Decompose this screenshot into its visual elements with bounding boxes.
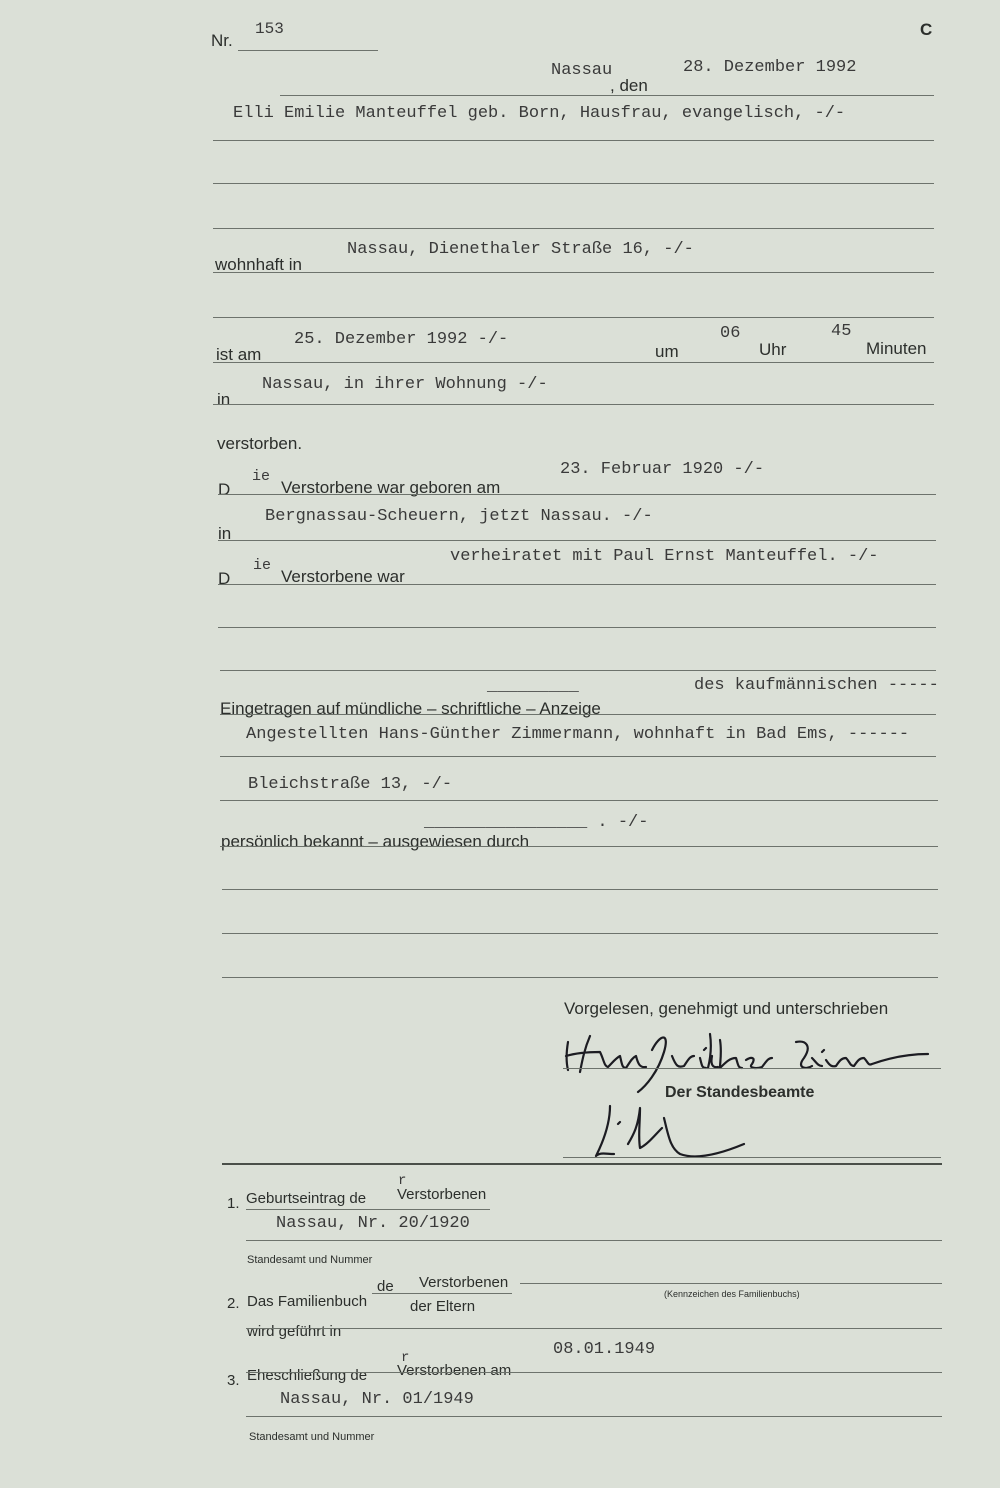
- bekannt-label: persönlich bekannt – ausgewiesen durch: [221, 832, 530, 851]
- line-date: [280, 95, 934, 96]
- annotation-2-de: de: [377, 1278, 394, 1295]
- marital-status: verheiratet mit Paul Ernst Manteuffel. -/-: [450, 547, 879, 566]
- annotation-2-eltern: der Eltern: [410, 1298, 476, 1315]
- deceased-name: Elli Emilie Manteuffel geb. Born, Hausfrau, evangelisch, -/-: [233, 104, 846, 123]
- um-label: um: [655, 342, 679, 361]
- place: Nassau: [551, 61, 613, 80]
- death-place: Nassau, in ihrer Wohnung -/-: [262, 375, 548, 394]
- birth-place: Bergnassau-Scheuern, jetzt Nassau. -/-: [265, 507, 653, 526]
- in-label-2: in: [218, 524, 232, 543]
- line-marital-2: [218, 627, 936, 628]
- ist-am-label: ist am: [216, 345, 262, 364]
- line-birth-place: [218, 540, 936, 541]
- strike-muendlich: _________: [487, 677, 579, 696]
- line-extra-2: [222, 933, 938, 934]
- registrar-signature-icon: [592, 1100, 752, 1164]
- divider-annotations: [222, 1163, 942, 1165]
- annotation-1-number: 1.: [227, 1195, 240, 1212]
- den-label: , den: [610, 76, 648, 95]
- line-annotation-2-value: [520, 1283, 942, 1284]
- nr-label: Nr.: [211, 31, 233, 50]
- annotation-3-value: Nassau, Nr. 01/1949: [280, 1390, 474, 1409]
- minuten-label: Minuten: [866, 339, 927, 358]
- in-label-1: in: [217, 390, 231, 409]
- d-label-1: D: [218, 480, 231, 499]
- annotation-1-r: r: [398, 1173, 407, 1189]
- annotation-1-caption: Standesamt und Nummer: [247, 1254, 373, 1266]
- annotation-3-verstorbenen-am: Verstorbenen am: [397, 1362, 512, 1379]
- line-death-place: [213, 404, 934, 405]
- birth-date: 23. Februar 1920 -/-: [560, 460, 765, 479]
- line-marital-3: [220, 670, 936, 671]
- standesbeamte-label: Der Standesbeamte: [665, 1084, 815, 1101]
- line-marital-1: [218, 584, 936, 585]
- annotation-1-label: Geburtseintrag de: [246, 1190, 367, 1207]
- address: Nassau, Dienethaler Straße 16, -/-: [347, 240, 694, 259]
- annotation-2-number: 2.: [227, 1295, 240, 1312]
- line-annotation-2-choice: [372, 1293, 512, 1294]
- form-letter: C: [920, 20, 933, 39]
- line-address-1: [213, 272, 934, 273]
- vorgelesen-label: Vorgelesen, genehmigt und unterschrieben: [564, 999, 889, 1018]
- line-address-2: [213, 317, 934, 318]
- verstorben-label: verstorben.: [217, 434, 303, 453]
- annotation-3-label: Eheschließung de: [247, 1367, 368, 1384]
- line-bekannt: [220, 846, 938, 847]
- informant-line-2: Angestellten Hans-Günther Zimmermann, wohnhaft in Bad Ems, ------: [246, 725, 910, 744]
- annotation-2-caption: (Kennzeichen des Familienbuchs): [664, 1289, 800, 1299]
- wohnhaft-label: wohnhaft in: [215, 255, 302, 274]
- annotation-2-label: Das Familienbuch: [247, 1293, 368, 1310]
- annotation-3-date: 08.01.1949: [553, 1340, 656, 1359]
- annotation-1-verstorbenen: Verstorbenen: [397, 1186, 487, 1203]
- death-date: 25. Dezember 1992 -/-: [294, 330, 509, 349]
- death-minutes: 45: [831, 322, 852, 341]
- line-informant-3: [220, 800, 938, 801]
- ie-suffix-2: ie: [253, 557, 272, 574]
- line-annotation-3-label: [246, 1372, 942, 1373]
- uhr-label: Uhr: [759, 340, 787, 359]
- line-extra-3: [222, 977, 938, 978]
- annotation-3-caption: Standesamt und Nummer: [249, 1431, 375, 1443]
- line-signature-1: [563, 1068, 941, 1069]
- born-label: Verstorbene war geboren am: [281, 478, 501, 497]
- line-birth-date: [218, 494, 936, 495]
- marital-label: Verstorbene war: [281, 567, 405, 586]
- informant-line-3: Bleichstraße 13, -/-: [248, 775, 453, 794]
- line-annotation-1-value: [246, 1240, 942, 1241]
- line-death-date: [213, 362, 934, 363]
- strike-ausgewiesen: ________________ . -/-: [424, 813, 649, 832]
- informant-line-1: des kaufmännischen -----: [694, 676, 939, 695]
- line-signature-2: [563, 1157, 941, 1158]
- record-date: 28. Dezember 1992: [683, 58, 857, 77]
- d-label-2: D: [218, 569, 231, 588]
- annotation-3-number: 3.: [227, 1372, 240, 1389]
- entry-number: 153: [255, 20, 284, 38]
- eingetragen-label: Eingetragen auf mündliche – schriftliche – Anzeige: [220, 699, 601, 718]
- line-informant-2: [220, 756, 936, 757]
- ie-suffix-1: ie: [252, 468, 271, 485]
- line-annotation-2-gefuehrt: [246, 1328, 942, 1329]
- annotation-1-value: Nassau, Nr. 20/1920: [276, 1214, 470, 1233]
- annotation-2-verstorbenen: Verstorbenen: [419, 1274, 509, 1291]
- nr-line: [238, 50, 378, 51]
- line-annotation-1-label: [246, 1209, 490, 1210]
- annotation-3-r: r: [401, 1350, 410, 1366]
- line-deceased-2: [213, 183, 934, 184]
- death-hour: 06: [720, 324, 741, 343]
- line-annotation-3-value: [246, 1416, 942, 1417]
- annotation-2-gefuehrt: wird geführt in: [247, 1323, 342, 1340]
- line-deceased-1: [213, 140, 934, 141]
- line-extra-1: [222, 889, 938, 890]
- line-eingetragen: [220, 714, 936, 715]
- line-deceased-3: [213, 228, 934, 229]
